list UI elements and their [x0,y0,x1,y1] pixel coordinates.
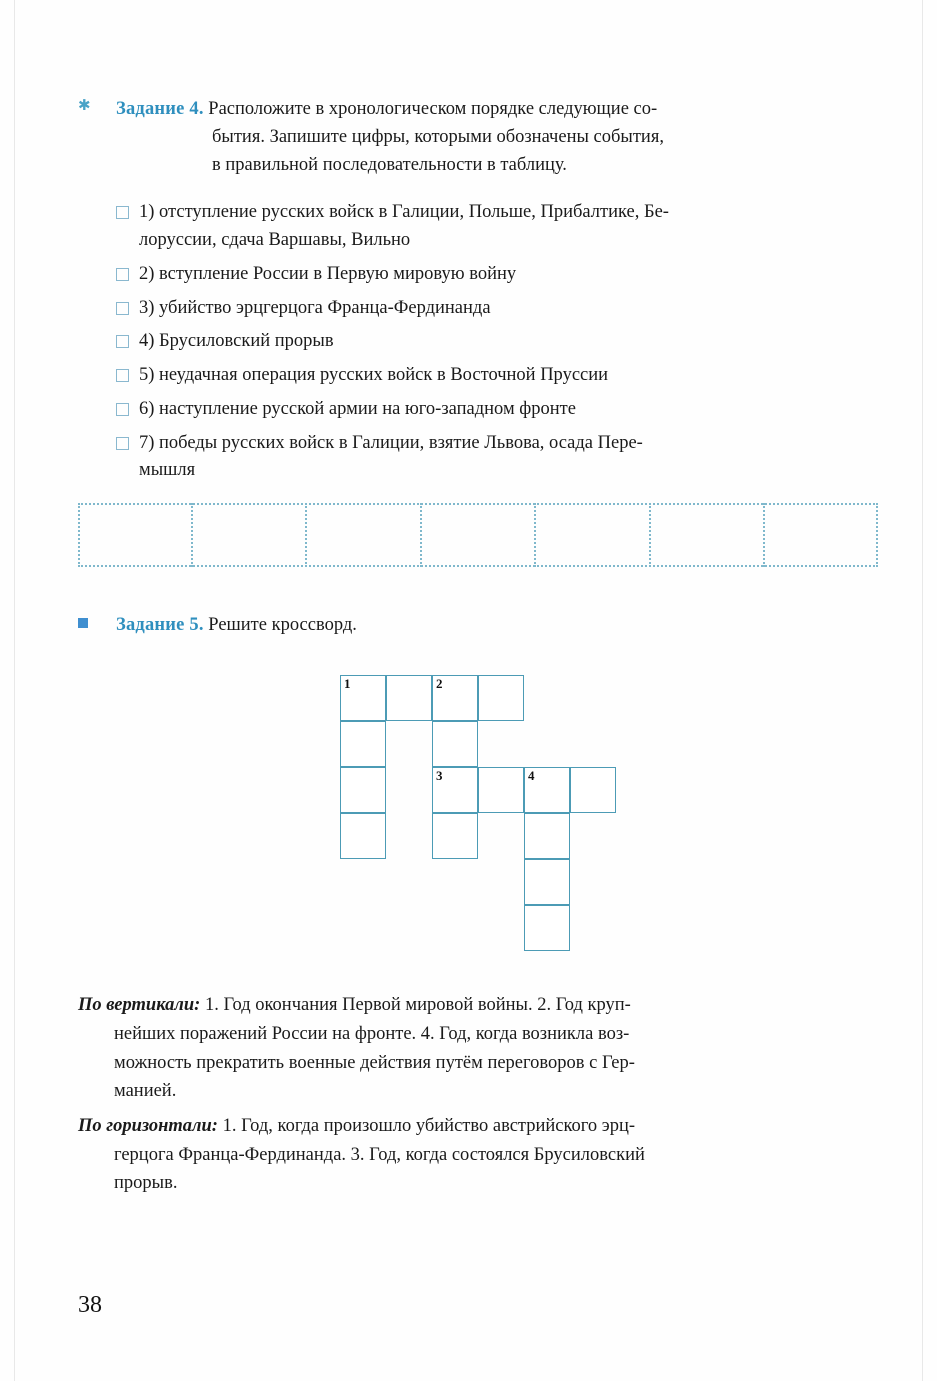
option-text [139,328,878,356]
option-text [139,396,878,424]
answer-cell[interactable] [78,503,193,567]
task-5-heading [78,611,878,639]
checkbox-icon[interactable] [116,302,129,315]
option-text [139,362,878,390]
option-line-1: 1) отступление русских войск в Галиции, Польше, Прибалтике, Бе- [139,202,669,223]
option-line-1: 5) неудачная операция русских войск в Восточной Пруссии [139,365,609,386]
clues-vertical-line-2: нейших поражений России на фронте. 4. Год, когда возникла воз- [114,1023,630,1044]
option-line-1: 3) убийство эрцгерцога Франца-Фердинанда [139,297,491,318]
option-line-1: 2) вступление России в Первую мировую войну [139,263,517,284]
crossword-cell[interactable] [524,905,570,951]
task-5 [78,611,878,1198]
option-line-2: лоруссии, сдача Варшавы, Вильно [139,230,411,251]
option-text [139,430,878,486]
crossword-cell[interactable] [340,813,386,859]
clues-horizontal [78,1112,878,1198]
answer-cell[interactable] [765,503,878,567]
checkbox-icon[interactable] [116,403,129,416]
task-4-options-list [78,199,878,485]
option-line-2: мышля [139,460,196,481]
task-5-label: Задание 5. [116,615,204,636]
crossword-cell[interactable] [570,767,616,813]
checkbox-icon[interactable] [116,206,129,219]
list-item[interactable] [116,261,878,289]
crossword-cell-number: 3 [436,768,443,784]
crossword-cell[interactable] [524,813,570,859]
crossword-container [78,675,878,951]
task-4 [78,95,878,567]
asterisk-marker-icon: ✱ [78,98,91,114]
option-line-1: 4) Брусиловский прорыв [139,331,334,352]
answer-cell[interactable] [422,503,537,567]
crossword-cell[interactable] [432,767,478,813]
crossword-cell[interactable] [340,675,386,721]
task-4-heading [78,95,878,179]
crossword-cell-number: 1 [344,676,351,692]
task-4-text-line-2: бытия. Запишите цифры, которыми обозначены события, [212,127,664,148]
checkbox-icon[interactable] [116,335,129,348]
list-item[interactable] [116,430,878,486]
clues-vertical-line-3: можность прекратить военные действия путём переговоров с Гер- [114,1052,635,1073]
crossword-cell[interactable] [524,767,570,813]
answer-table-cells [78,503,878,567]
answer-table[interactable] [78,503,878,567]
checkbox-icon[interactable] [116,268,129,281]
crossword-cell[interactable] [432,675,478,721]
answer-cell[interactable] [651,503,766,567]
list-item[interactable] [116,362,878,390]
crossword-cell[interactable] [386,675,432,721]
option-line-1: 6) наступление русской армии на юго-западном фронте [139,398,576,419]
clues-vertical-title: По вертикали: [78,995,201,1016]
clues-horizontal-line-3: прорыв. [114,1173,178,1194]
list-item[interactable] [116,199,878,255]
option-line-1: 7) победы русских войск в Галиции, взятие Львова, осада Пере- [139,432,643,453]
list-item[interactable] [116,295,878,323]
task-4-text-line-3: в правильной последовательности в таблицу. [212,155,567,176]
task-4-label: Задание 4. [116,99,204,119]
crossword-cell[interactable] [432,721,478,767]
square-marker-icon [78,618,88,628]
clues-horizontal-line-2: герцога Франца-Фердинанда. 3. Год, когда состоялся Брусиловский [114,1144,645,1165]
page-edge-line-right [922,0,923,1381]
crossword-cell[interactable] [478,767,524,813]
task-4-text-line-1: Расположите в хронологическом порядке следующие со- [208,99,658,119]
page-content [78,95,878,1204]
crossword-cell[interactable] [478,675,524,721]
checkbox-icon[interactable] [116,437,129,450]
page-edge-line-left [14,0,15,1381]
option-text [139,295,878,323]
crossword-cell[interactable] [432,813,478,859]
option-text [139,199,878,255]
clues-horizontal-line-1: 1. Год, когда произошло убийство австрийского эрц- [217,1115,636,1136]
clues-vertical-line-4: манией. [114,1081,177,1102]
task-5-text: Решите кроссворд. [208,615,357,636]
crossword-clues [78,991,878,1198]
crossword-cell[interactable] [340,767,386,813]
page-number: 38 [78,1292,102,1318]
option-text [139,261,878,289]
checkbox-icon[interactable] [116,369,129,382]
clues-vertical-line-1: 1. Год окончания Первой мировой войны. 2. Год круп- [200,995,631,1016]
answer-cell[interactable] [307,503,422,567]
crossword-cell-number: 4 [528,768,535,784]
answer-cell[interactable] [193,503,308,567]
crossword-cell[interactable] [340,721,386,767]
list-item[interactable] [116,328,878,356]
crossword-cell-number: 2 [436,676,443,692]
clues-horizontal-title: По горизонтали: [78,1115,218,1136]
answer-cell[interactable] [536,503,651,567]
clues-vertical [78,991,878,1106]
crossword-grid[interactable] [340,675,616,951]
crossword-cell[interactable] [524,859,570,905]
list-item[interactable] [116,396,878,424]
